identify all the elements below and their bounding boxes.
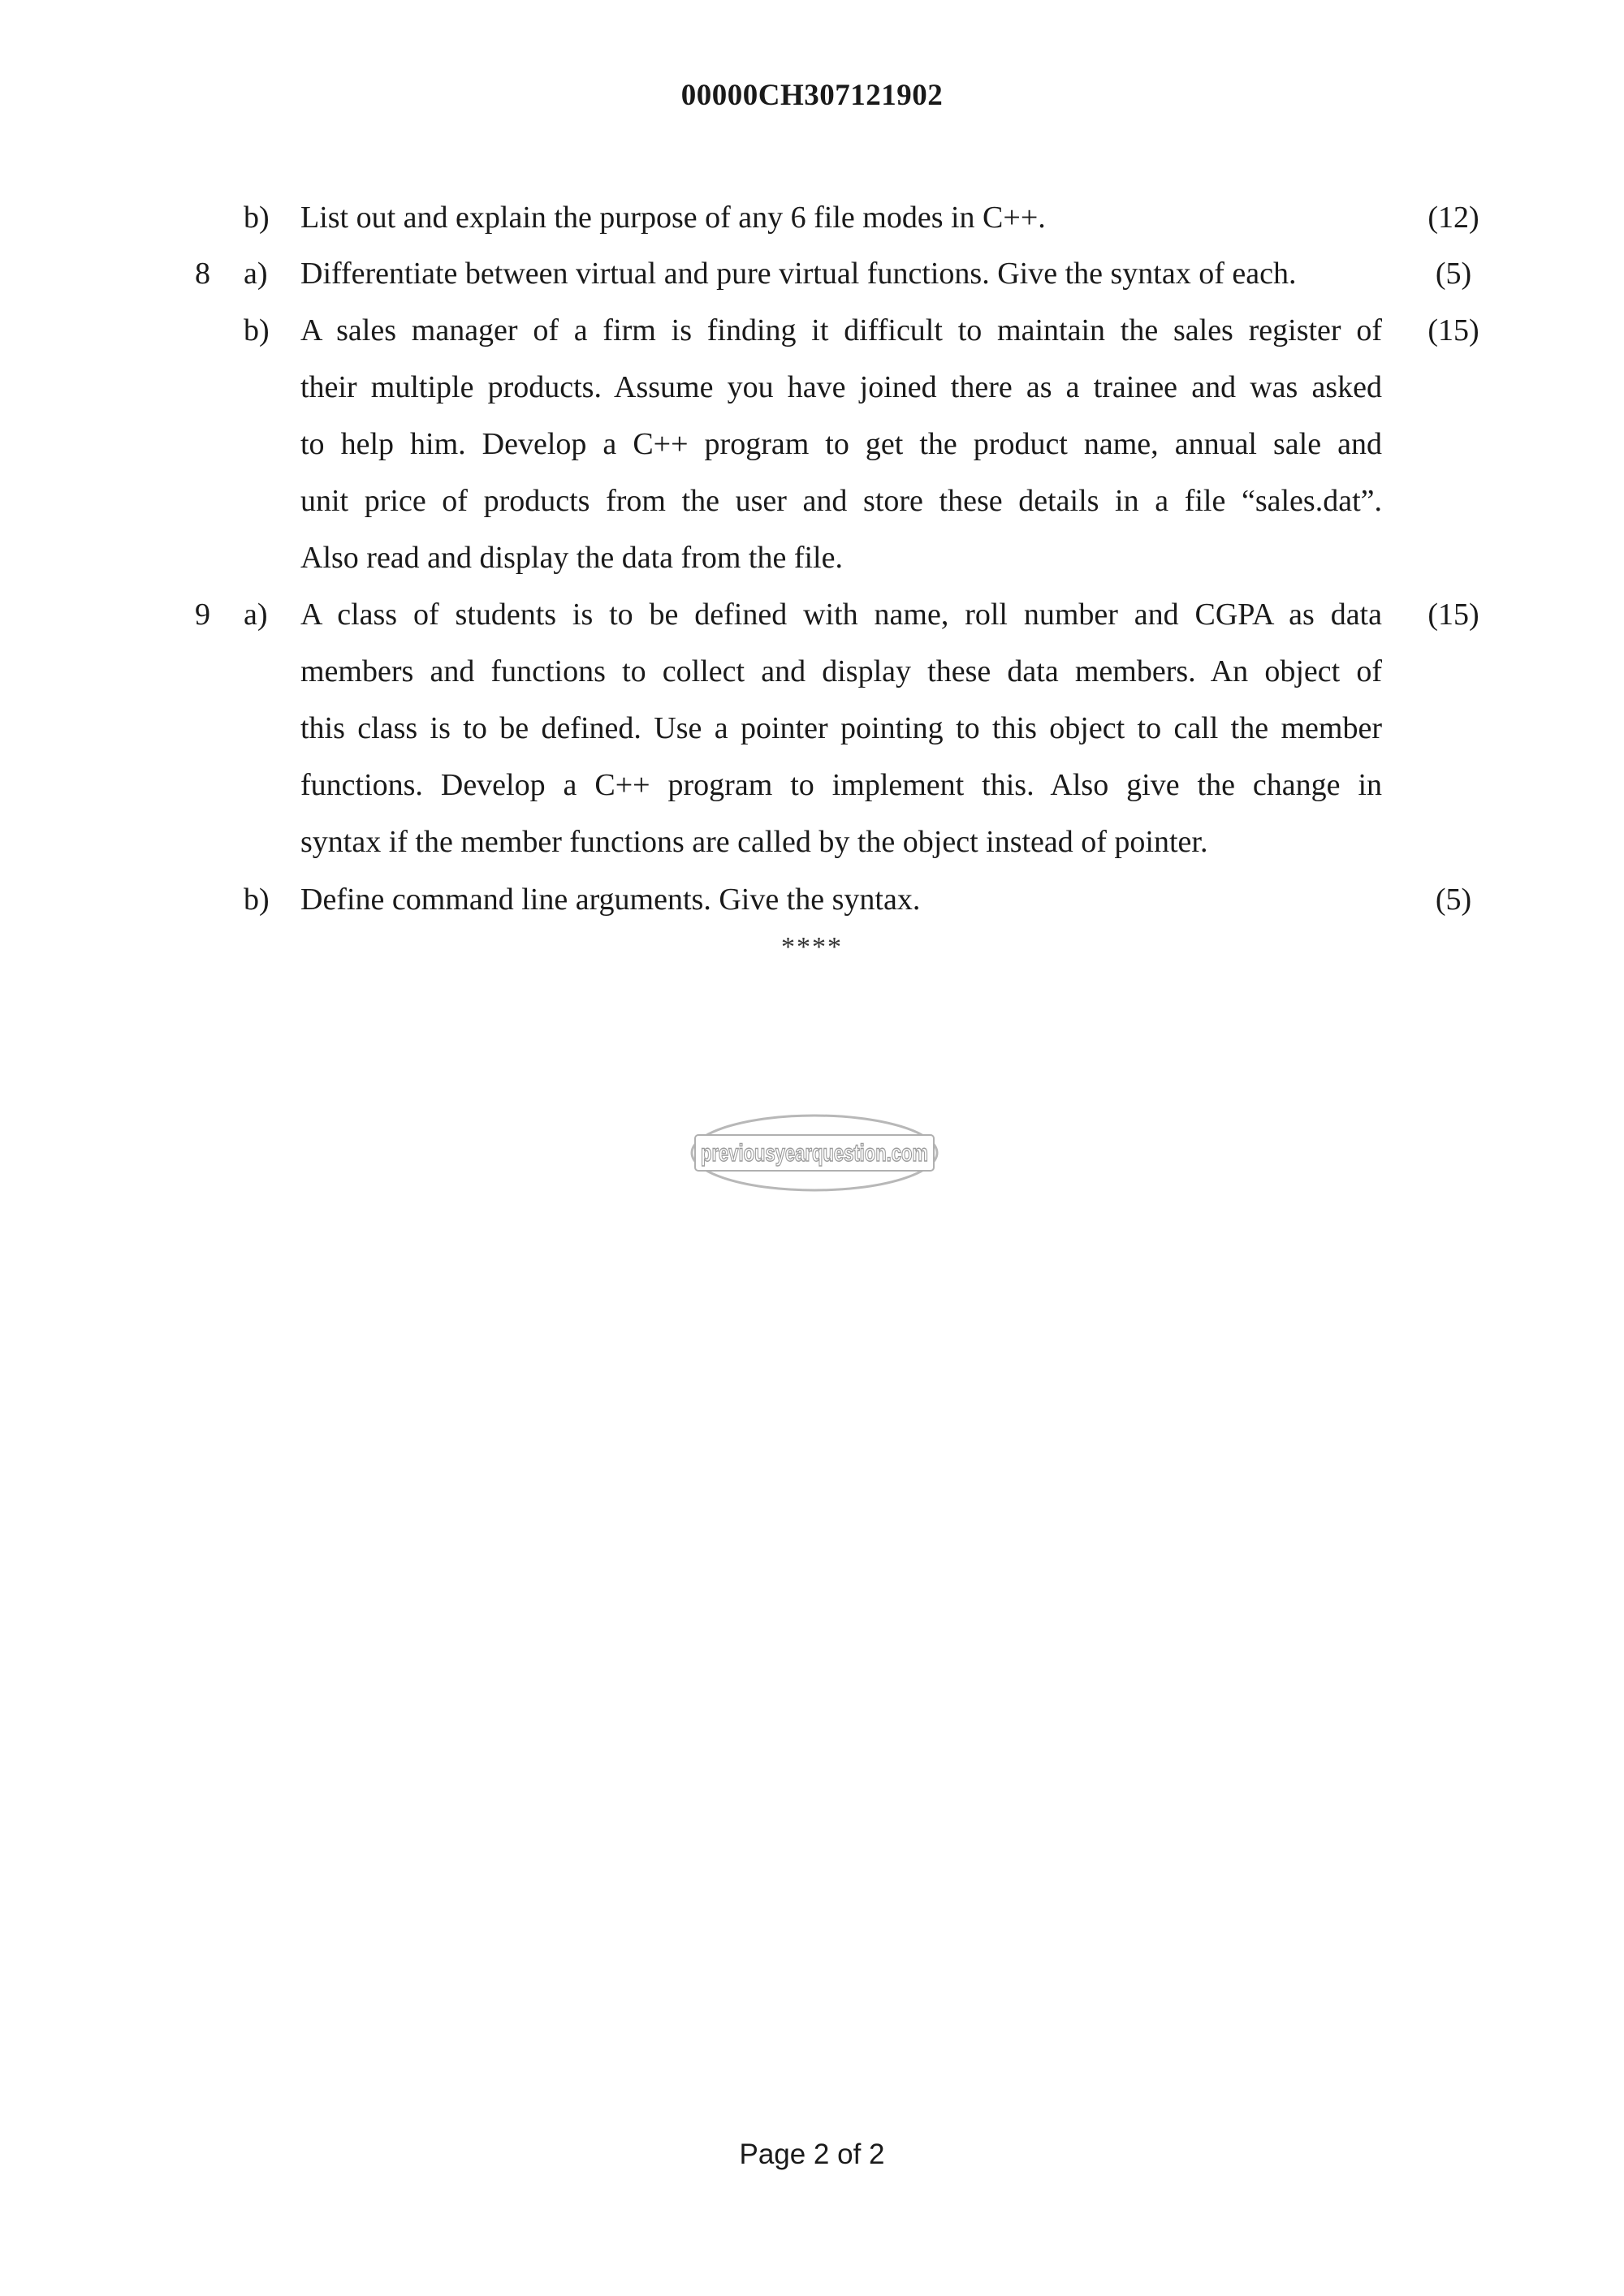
question-text-line: this class is to be defined. Use a pointer pointing to this object to call the member [300, 711, 1382, 745]
question-marks: (15) [1427, 313, 1479, 347]
question-text: List out and explain the purpose of any 6 file modes in C++. [300, 201, 1046, 235]
question-part: b) [244, 313, 270, 347]
question-text [300, 586, 1382, 870]
watermark-logo-graphic [689, 1112, 940, 1193]
question-text-line: members and functions to collect and display these data members. An object of [300, 654, 1382, 688]
paper-code-header: 00000CH307121902 [680, 79, 944, 112]
question-part: a) [244, 598, 268, 632]
question-part: a) [244, 257, 268, 291]
end-of-paper-marker: **** [781, 932, 843, 962]
question-text [300, 302, 1382, 586]
question-text-line: Also read and display the data from the file. [300, 541, 843, 575]
question-marks: (5) [1435, 883, 1472, 917]
svg-text:previousyearquestion.com: previousyearquestion.com [701, 1140, 928, 1167]
question-marks: (5) [1435, 257, 1472, 291]
question-text: Define command line arguments. Give the syntax. [300, 883, 921, 917]
question-marks: (15) [1427, 598, 1479, 632]
watermark-logo [689, 1112, 940, 1193]
question-text-line: A sales manager of a firm is finding it difficult to maintain the sales register of [300, 313, 1382, 347]
question-number: 8 [195, 257, 210, 291]
page-number-footer: Page 2 of 2 [739, 2138, 885, 2170]
question-text-line: unit price of products from the user and store these details in a file “sales.dat”. [300, 484, 1382, 518]
question-text: Differentiate between virtual and pure virtual functions. Give the syntax of each. [300, 257, 1297, 291]
question-text-line: A class of students is to be defined with name, roll number and CGPA as data [300, 598, 1382, 632]
question-text-line: syntax if the member functions are called by the object instead of pointer. [300, 825, 1208, 859]
question-part: b) [244, 883, 270, 917]
question-text-line: their multiple products. Assume you have joined there as a trainee and was asked [300, 370, 1382, 404]
question-marks: (12) [1427, 201, 1479, 235]
question-text-line: functions. Develop a C++ program to implement this. Also give the change in [300, 768, 1382, 802]
question-number: 9 [195, 598, 210, 632]
question-text-line: to help him. Develop a C++ program to get the product name, annual sale and [300, 427, 1382, 461]
question-part: b) [244, 201, 270, 235]
